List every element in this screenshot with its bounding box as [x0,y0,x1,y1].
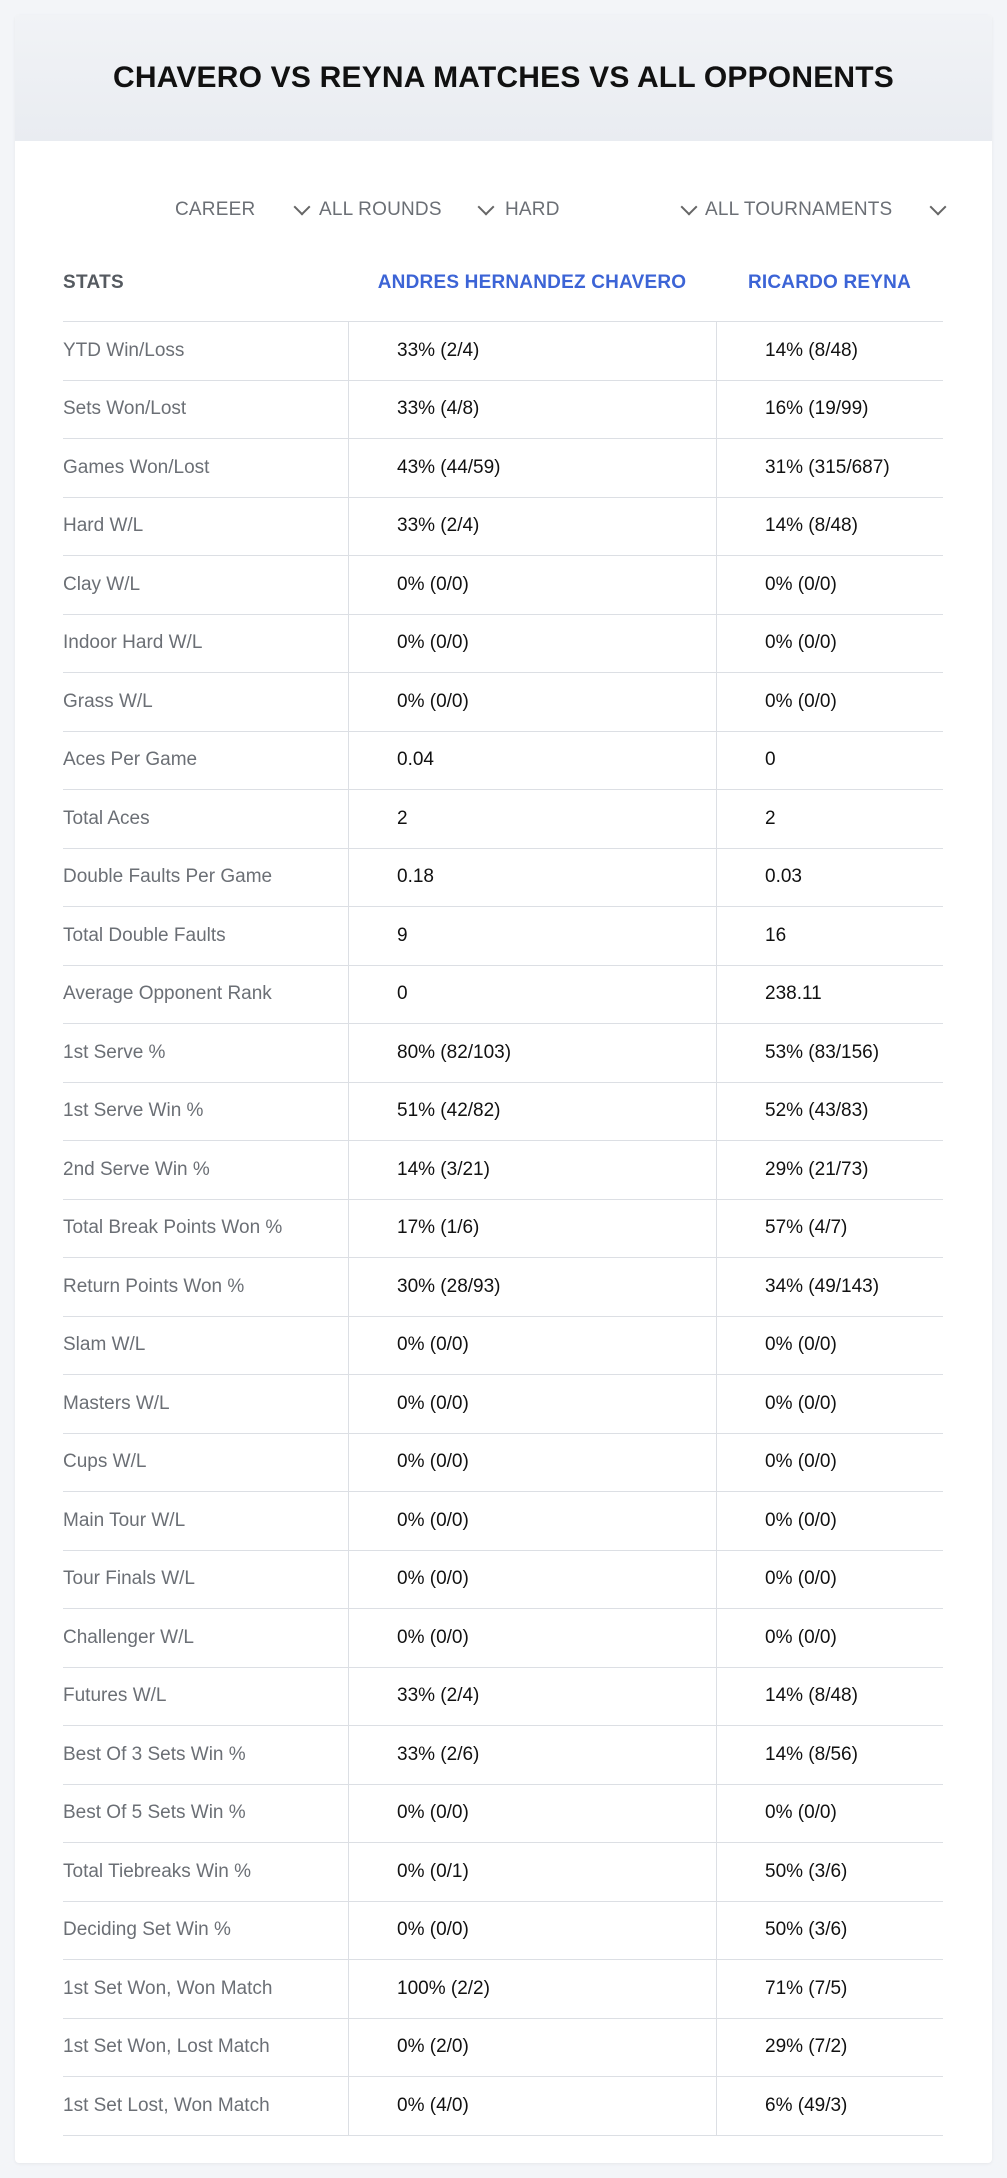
chevron-down-icon [294,199,311,216]
player2-stat-value: 16 [716,907,943,965]
stat-label: Clay W/L [63,573,141,595]
player1-stat-value: 100% (2/2) [348,1960,716,2018]
table-row [63,381,943,440]
player2-stat-value: 0% (0/0) [716,615,943,673]
player1-stat-value: 9 [348,907,716,965]
table-row [63,1434,943,1493]
player1-stat-value: 0% (0/1) [348,1843,716,1901]
stat-label: Best Of 3 Sets Win % [63,1743,246,1765]
stat-label: Masters W/L [63,1392,170,1414]
stat-label: Tour Finals W/L [63,1568,195,1590]
player1-stat-value: 0% (0/0) [348,1375,716,1433]
filter-tournament-select[interactable] [705,185,948,235]
table-row [63,732,943,791]
player1-stat-value: 0% (0/0) [348,1434,716,1492]
chevron-down-icon [478,199,495,216]
player2-stat-value: 0% (0/0) [716,1785,943,1843]
stat-label: Total Double Faults [63,924,226,946]
player2-stat-value: 29% (7/2) [716,2019,943,2077]
player1-stat-value: 33% (2/4) [348,498,716,556]
player1-stat-value: 0% (0/0) [348,673,716,731]
table-row [63,849,943,908]
player1-stat-value: 0% (2/0) [348,2019,716,2077]
stat-label: YTD Win/Loss [63,339,185,361]
card-header [15,15,992,141]
player2-stat-value: 0 [716,732,943,790]
player1-stat-value: 2 [348,790,716,848]
player2-stat-value: 31% (315/687) [716,439,943,497]
table-row [63,790,943,849]
player2-stat-value: 0% (0/0) [716,1434,943,1492]
player2-stat-value: 0% (0/0) [716,556,943,614]
player1-stat-value: 0% (0/0) [348,1551,716,1609]
table-row [63,1083,943,1142]
player1-stat-value: 0% (0/0) [348,556,716,614]
table-header [63,245,943,322]
table-body [63,322,943,2136]
stat-label: Best Of 5 Sets Win % [63,1802,246,1824]
stat-label: Games Won/Lost [63,456,210,478]
table-row [63,2019,943,2078]
stat-label: Cups W/L [63,1451,147,1473]
stat-label: 1st Set Won, Won Match [63,1977,273,1999]
stats-card [15,15,992,2163]
player2-stat-value: 0.03 [716,849,943,907]
stat-label: Main Tour W/L [63,1509,186,1531]
stat-label: 1st Set Won, Lost Match [63,2036,270,2058]
stats-column-header: STATS [63,272,124,293]
table-row [63,322,943,381]
stat-label: Indoor Hard W/L [63,632,203,654]
player1-stat-value: 0% (0/0) [348,1609,716,1667]
table-row [63,907,943,966]
table-row [63,1960,943,2019]
player2-stat-value: 50% (3/6) [716,1843,943,1901]
filter-surface-value: HARD [505,199,560,220]
player2-stat-value: 0% (0/0) [716,1375,943,1433]
stat-label: Hard W/L [63,515,144,537]
filter-bar [15,185,992,235]
stat-label: Aces Per Game [63,749,198,771]
table-row [63,1726,943,1785]
table-row [63,1258,943,1317]
filter-surface-select[interactable] [505,185,699,235]
stat-label: 1st Serve Win % [63,1100,204,1122]
table-row [63,1902,943,1961]
player2-stat-value: 6% (49/3) [716,2077,943,2135]
table-row [63,439,943,498]
stat-label: Sets Won/Lost [63,398,187,420]
stat-label: 1st Set Lost, Won Match [63,2094,270,2116]
stat-label: 2nd Serve Win % [63,1158,210,1180]
table-row [63,673,943,732]
table-row [63,1317,943,1376]
player2-stat-value: 2 [716,790,943,848]
player1-stat-value: 0% (0/0) [348,1317,716,1375]
stat-label: Average Opponent Rank [63,983,272,1005]
player2-stat-value: 0% (0/0) [716,1492,943,1550]
player1-stat-value: 33% (2/4) [348,322,716,380]
table-row [63,1785,943,1844]
player2-stat-value: 0% (0/0) [716,1317,943,1375]
page-title: CHAVERO VS REYNA MATCHES VS ALL OPPONENTS [112,61,895,94]
player2-stat-value: 0% (0/0) [716,673,943,731]
player1-stat-value: 33% (4/8) [348,381,716,439]
player2-stat-value: 14% (8/48) [716,1668,943,1726]
chevron-down-icon [930,199,947,216]
player2-stat-value: 50% (3/6) [716,1902,943,1960]
player1-name-link[interactable]: ANDRES HERNANDEZ CHAVERO [377,272,687,293]
player2-stat-value: 52% (43/83) [716,1083,943,1141]
filter-period-select[interactable] [175,185,312,235]
filter-round-value: ALL ROUNDS [319,199,442,220]
player1-stat-value: 0 [348,966,716,1024]
player2-stat-value: 0% (0/0) [716,1551,943,1609]
player2-stat-value: 16% (19/99) [716,381,943,439]
player1-stat-value: 0.04 [348,732,716,790]
table-row [63,966,943,1025]
stat-label: Grass W/L [63,690,153,712]
table-row [63,1492,943,1551]
player1-stat-value: 0% (0/0) [348,1785,716,1843]
table-row [63,1141,943,1200]
table-row [63,1200,943,1259]
table-row [63,1843,943,1902]
player1-stat-value: 14% (3/21) [348,1141,716,1199]
player1-stat-value: 43% (44/59) [348,439,716,497]
stat-label: 1st Serve % [63,1041,166,1063]
player2-stat-value: 0% (0/0) [716,1609,943,1667]
player2-stat-value: 71% (7/5) [716,1960,943,2018]
table-row [63,556,943,615]
stat-label: Total Break Points Won % [63,1217,283,1239]
table-row [63,1668,943,1727]
stat-label: Challenger W/L [63,1626,194,1648]
table-row [63,1375,943,1434]
stat-label: Double Faults Per Game [63,866,273,888]
player1-stat-value: 0% (0/0) [348,1492,716,1550]
stat-label: Futures W/L [63,1685,167,1707]
player2-stat-value: 57% (4/7) [716,1200,943,1258]
player2-stat-value: 53% (83/156) [716,1024,943,1082]
table-row [63,498,943,557]
player1-stat-value: 0% (0/0) [348,1902,716,1960]
player2-stat-value: 14% (8/48) [716,322,943,380]
chevron-down-icon [681,199,698,216]
table-row [63,615,943,674]
player2-stat-value: 14% (8/56) [716,1726,943,1784]
player1-stat-value: 33% (2/6) [348,1726,716,1784]
player2-stat-value: 29% (21/73) [716,1141,943,1199]
table-row [63,1024,943,1083]
player1-stat-value: 51% (42/82) [348,1083,716,1141]
stats-table [63,245,943,2136]
table-row [63,1609,943,1668]
table-row [63,1551,943,1610]
player1-stat-value: 0% (4/0) [348,2077,716,2135]
player2-name-link[interactable]: RICARDO REYNA [747,272,912,293]
filter-tournament-value: ALL TOURNAMENTS [705,199,893,220]
player2-stat-value: 238.11 [716,966,943,1024]
player1-stat-value: 0.18 [348,849,716,907]
stat-label: Total Aces [63,807,150,829]
stat-label: Deciding Set Win % [63,1919,231,1941]
stat-label: Return Points Won % [63,1275,245,1297]
stat-label: Total Tiebreaks Win % [63,1860,251,1882]
player1-stat-value: 30% (28/93) [348,1258,716,1316]
filter-period-value: CAREER [175,199,256,220]
stat-label: Slam W/L [63,1334,146,1356]
player1-stat-value: 0% (0/0) [348,615,716,673]
player2-stat-value: 14% (8/48) [716,498,943,556]
player2-stat-value: 34% (49/143) [716,1258,943,1316]
player1-stat-value: 33% (2/4) [348,1668,716,1726]
table-row [63,2077,943,2136]
filter-round-select[interactable] [319,185,496,235]
player1-stat-value: 17% (1/6) [348,1200,716,1258]
player1-stat-value: 80% (82/103) [348,1024,716,1082]
